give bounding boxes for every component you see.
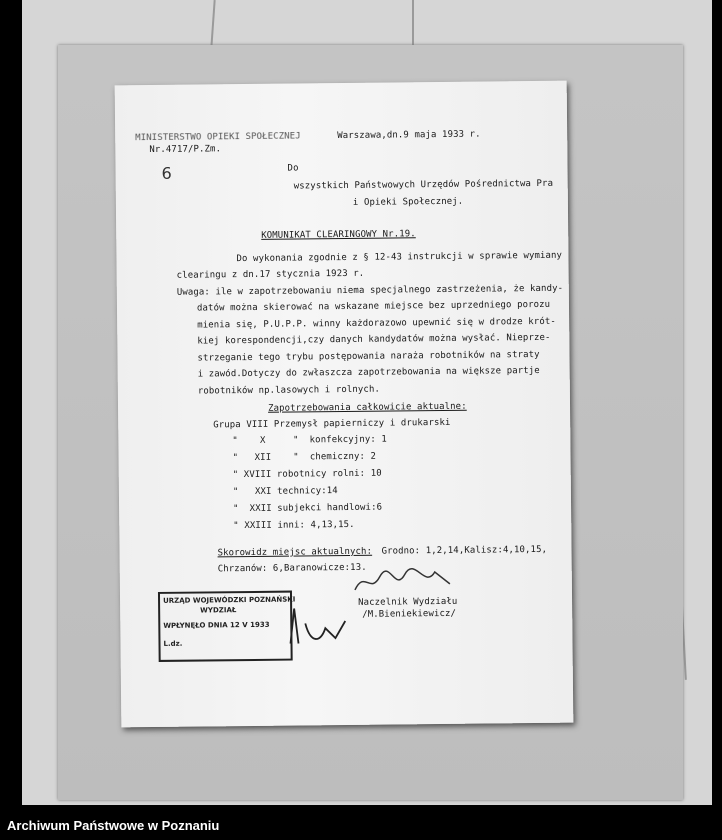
body-line: Do wykonania zgodnie z § 12-43 instrukcji w sprawie wymiany: [236, 250, 563, 265]
crack-line: [210, 0, 215, 48]
group-line: " XVIII robotnicy rolni: 10: [232, 468, 382, 481]
body-line: clearingu z dn.17 stycznia 1923 r.: [176, 268, 365, 281]
registry-stamp: [158, 591, 296, 662]
margin-number: 6: [161, 163, 172, 183]
to-label: Do: [287, 163, 299, 174]
index-places: Grodno: 1,2,14,Kalisz:4,10,15,: [381, 544, 548, 557]
addressee-line-1: wszystkich Państwowych Urzędów Pośrednictwa Pra: [293, 178, 554, 192]
group-line: Grupa VIII Przemysł papierniczy i drukarski: [213, 417, 451, 431]
group-line: " XXIII inni: 4,13,15.: [233, 519, 355, 532]
body-line: i zawód.Dotyczy do zwłaszcza zapotrzebowania na większe partje: [197, 365, 540, 380]
index-title: Skorowidz miejsc aktualnych:: [217, 546, 373, 559]
body-line: datów można skierować na wskazane miejsce bez uprzedniego porozu: [196, 299, 551, 314]
body-line: robotników np.lasowych i rolnych.: [197, 384, 381, 397]
group-line: " XII " chemiczny: 2: [232, 451, 377, 464]
archive-footer: [0, 812, 722, 840]
signer-name: /M.Bieniekiewicz/: [362, 608, 457, 620]
signer-title: Naczelnik Wydziału: [358, 596, 458, 608]
addressee-line-2: i Opieki Społecznej.: [352, 196, 464, 208]
stamp-line-3: WPŁYNĘŁO DNIA 12 V 1933: [163, 620, 270, 630]
group-line: " XXI technicy:14: [232, 486, 338, 498]
org-header: MINISTERSTWO OPIEKI SPOŁECZNEJ: [135, 131, 301, 144]
index-places-2: Chrzanów: 6,Baranowicze:13.: [217, 562, 367, 575]
place-date: Warszawa,dn.9 maja 1933 r.: [337, 129, 481, 142]
section-title: Zapotrzebowania całkowicie aktualne:: [267, 401, 467, 414]
reference-number: Nr.4717/P.Zm.: [149, 144, 222, 156]
body-line: mienia się, P.U.P.P. winny każdorazowo upewnić się w drodze krót-: [197, 316, 556, 331]
signature: [350, 564, 460, 605]
body-line: Uwaga: ile w zapotrzebowaniu niema specjalnego zastrzeżenia, że kandy-: [176, 283, 564, 298]
body-line: kiej korespondencji,czy danych kandydatów można wysłać. Nieprze-: [197, 332, 551, 347]
body-line: strzeganie tego trybu postępowania naraża robotników na straty: [197, 349, 540, 364]
group-line: " X " konfekcyjny: 1: [232, 434, 387, 447]
document-page: [115, 81, 574, 728]
document-title: KOMUNIKAT CLEARINGOWY Nr.19.: [261, 229, 416, 241]
stamp-line-4: L.dz.: [163, 639, 183, 648]
archive-name: Archiwum Państwowe w Poznaniu: [7, 818, 220, 833]
stamp-line-1: URZĄD WOJEWÓDZKI POZNAŃSKI: [163, 595, 296, 605]
group-line: " XXII subjekci handlowi:6: [233, 502, 383, 515]
handwritten-initials: [280, 603, 361, 654]
stamp-line-2: WYDZIAŁ: [200, 606, 237, 615]
